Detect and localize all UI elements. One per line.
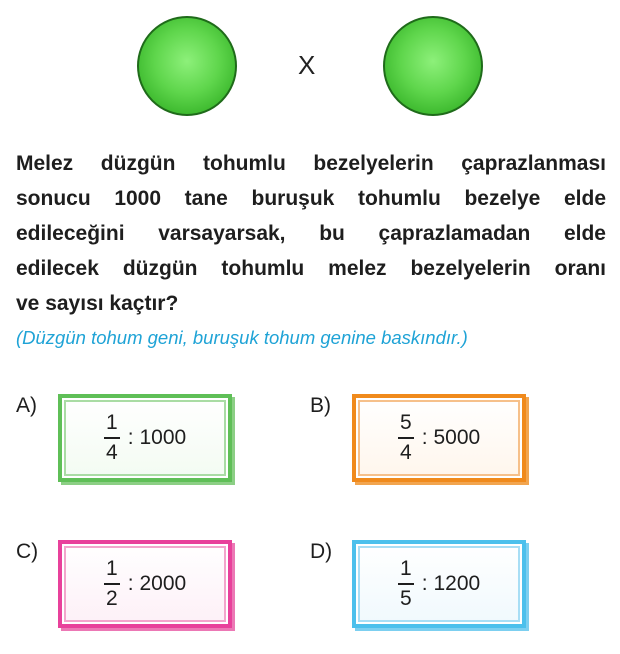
question-text <box>16 146 606 321</box>
option-b-fraction <box>398 410 414 466</box>
fraction-denominator: 2 <box>105 586 118 610</box>
option-d-content <box>398 556 480 612</box>
fraction-numerator: 5 <box>399 411 412 435</box>
option-a-content <box>104 410 186 466</box>
option-d-ratio: : 1200 <box>421 572 481 595</box>
fraction-bar <box>398 583 414 585</box>
question-hint: (Düzgün tohum geni, buruşuk tohum genine baskındır.) <box>16 327 468 348</box>
option-b-box[interactable] <box>352 394 526 482</box>
option-b-content <box>398 410 480 466</box>
fraction-numerator: 1 <box>105 411 118 435</box>
option-c-ratio: : 2000 <box>127 572 187 595</box>
option-b-ratio: : 5000 <box>421 426 481 449</box>
option-c-box[interactable] <box>58 540 232 628</box>
option-c-content <box>104 556 186 612</box>
option-a-box[interactable] <box>58 394 232 482</box>
fraction-numerator: 1 <box>399 557 412 581</box>
question-line: sonucu 1000 tane buruşuk tohumlu bezelye elde <box>16 187 606 210</box>
fraction-bar <box>104 437 120 439</box>
option-d-box[interactable] <box>352 540 526 628</box>
option-b-letter: B) <box>310 394 331 417</box>
question-line: ve sayısı kaçtır? <box>16 292 179 315</box>
cross-symbol: X <box>298 50 316 80</box>
question-line: edilecek düzgün tohumlu melez bezelyelerin oranı <box>16 257 606 280</box>
fraction-denominator: 4 <box>105 440 118 464</box>
pea-right-illustration <box>383 16 483 116</box>
option-a-letter: A) <box>16 394 37 417</box>
option-c-letter: C) <box>16 540 39 563</box>
option-d-fraction <box>398 556 414 612</box>
option-d-letter: D) <box>310 540 333 563</box>
fraction-numerator: 1 <box>105 557 118 581</box>
fraction-denominator: 4 <box>399 440 412 464</box>
question-line: edileceğini varsayarsak, bu çaprazlamadan elde <box>16 222 606 245</box>
pea-left-illustration <box>137 16 237 116</box>
question-line: Melez düzgün tohumlu bezelyelerin çaprazlanması <box>16 152 606 175</box>
option-c-fraction <box>104 556 120 612</box>
option-a-fraction <box>104 410 120 466</box>
fraction-denominator: 5 <box>399 586 412 610</box>
fraction-bar <box>104 583 120 585</box>
fraction-bar <box>398 437 414 439</box>
option-a-ratio: : 1000 <box>127 426 187 449</box>
